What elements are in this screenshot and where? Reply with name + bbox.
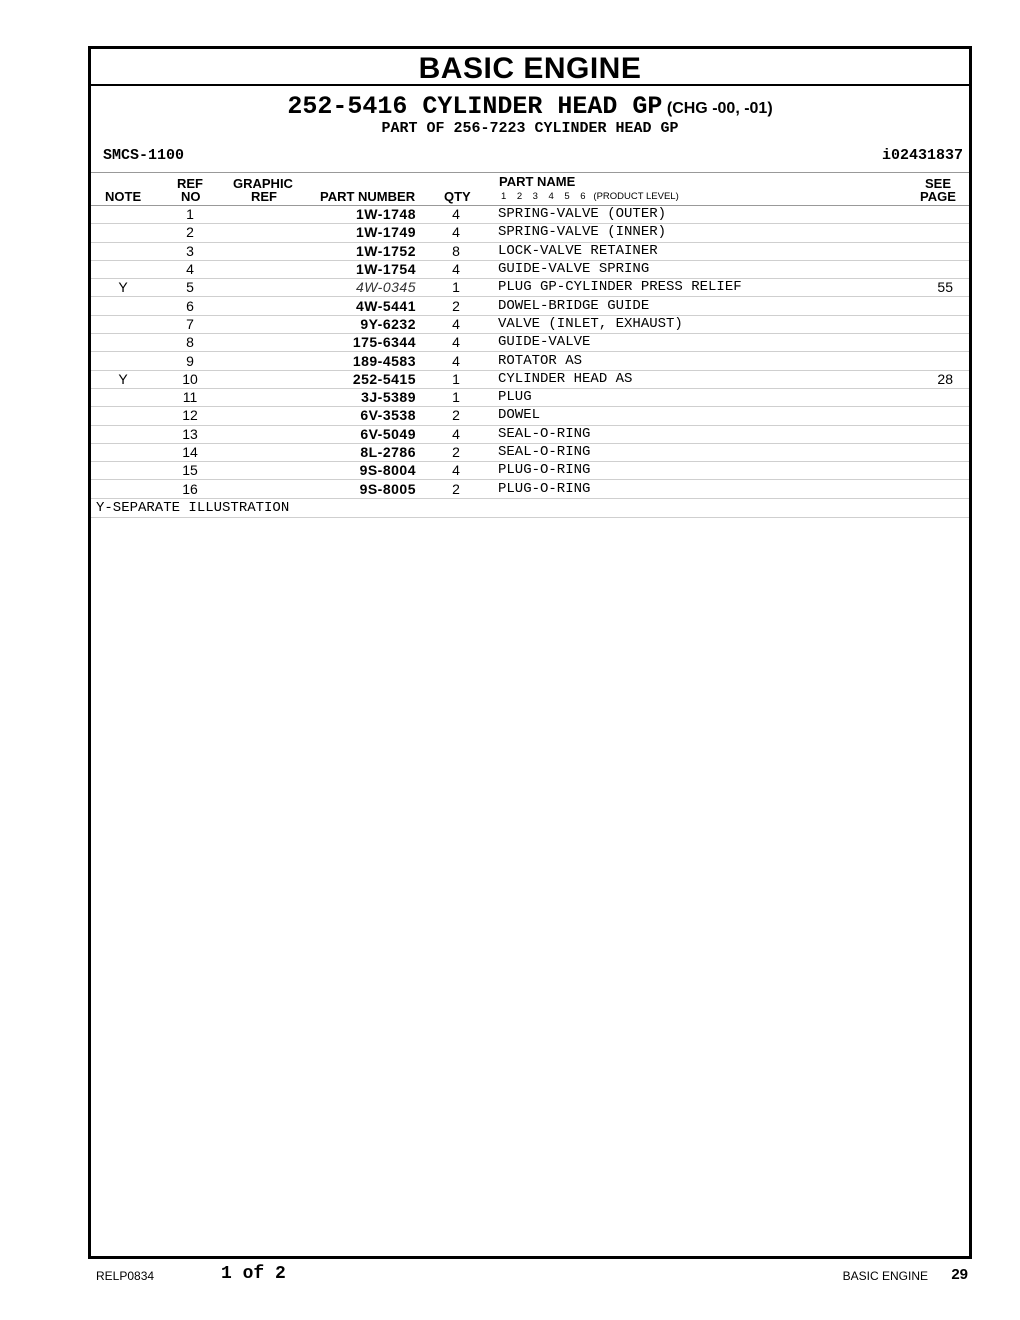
part-name-cell: SPRING-VALVE (INNER)	[496, 224, 878, 242]
page-number: 29	[951, 1266, 968, 1283]
note-cell	[91, 260, 155, 278]
see-page-cell	[878, 462, 969, 480]
ref-no-cell: 8	[155, 334, 225, 352]
graphic-ref-cell	[225, 480, 295, 498]
note-cell	[91, 315, 155, 333]
note-cell: Y	[91, 279, 155, 297]
see-page-cell	[878, 260, 969, 278]
part-number-cell: 1W-1754	[295, 260, 416, 278]
page-footer	[0, 1262, 1020, 1286]
illustration-id: i02431837	[881, 147, 963, 164]
group-title: 252-5416 CYLINDER HEAD GP	[287, 92, 663, 121]
part-number-cell: 9S-8005	[295, 480, 416, 498]
part-name-cell: DOWEL-BRIDGE GUIDE	[496, 297, 878, 315]
part-number-cell: 4W-5441	[295, 297, 416, 315]
table-row	[91, 425, 969, 443]
part-of-line: PART OF 256-7223 CYLINDER HEAD GP	[381, 120, 679, 137]
table-header	[91, 173, 969, 206]
ref-no-cell: 7	[155, 315, 225, 333]
group-heading	[91, 92, 969, 120]
qty-cell: 4	[416, 425, 496, 443]
part-name-cell: PLUG GP-CYLINDER PRESS RELIEF	[496, 279, 878, 297]
note-cell	[91, 425, 155, 443]
change-level: (CHG -00, -01)	[666, 100, 773, 117]
qty-cell: 4	[416, 260, 496, 278]
header-ref-top: REF	[177, 176, 203, 191]
table-row	[91, 297, 969, 315]
ref-no-cell: 16	[155, 480, 225, 498]
table-row	[91, 352, 969, 370]
table-row	[91, 315, 969, 333]
note-cell	[91, 224, 155, 242]
qty-cell: 1	[416, 388, 496, 406]
part-name-cell: PLUG	[496, 388, 878, 406]
table-row	[91, 480, 969, 498]
graphic-ref-cell	[225, 407, 295, 425]
see-page-cell: 28	[878, 370, 969, 388]
header-see-top: SEE	[925, 176, 952, 191]
page-of-indicator: 1 of 2	[221, 1264, 286, 1284]
see-page-cell: 55	[878, 279, 969, 297]
part-name-cell: VALVE (INLET, EXHAUST)	[496, 315, 878, 333]
ref-no-cell: 10	[155, 370, 225, 388]
part-name-cell: CYLINDER HEAD AS	[496, 370, 878, 388]
table-row	[91, 224, 969, 242]
part-number-cell: 252-5415	[295, 370, 416, 388]
header-graphic-bottom: REF	[251, 189, 277, 204]
ref-no-cell: 13	[155, 425, 225, 443]
graphic-ref-cell	[225, 279, 295, 297]
part-name-cell: SPRING-VALVE (OUTER)	[496, 206, 878, 224]
header-ref-bottom: NO	[181, 189, 201, 204]
graphic-ref-cell	[225, 352, 295, 370]
header-see-bottom: PAGE	[920, 189, 956, 204]
graphic-ref-cell	[225, 462, 295, 480]
ref-no-cell: 12	[155, 407, 225, 425]
part-number-cell: 175-6344	[295, 334, 416, 352]
table-row	[91, 443, 969, 461]
page-frame	[88, 46, 972, 1259]
qty-cell: 4	[416, 224, 496, 242]
ref-no-cell: 4	[155, 260, 225, 278]
see-page-cell	[878, 334, 969, 352]
see-page-cell	[878, 388, 969, 406]
graphic-ref-cell	[225, 425, 295, 443]
ref-no-cell: 1	[155, 206, 225, 224]
graphic-ref-cell	[225, 370, 295, 388]
see-page-cell	[878, 206, 969, 224]
table-row	[91, 242, 969, 260]
header-graphic-top: GRAPHIC	[233, 176, 293, 191]
part-number-cell: 1W-1748	[295, 206, 416, 224]
note-cell	[91, 242, 155, 260]
table-row	[91, 334, 969, 352]
note-cell	[91, 297, 155, 315]
qty-cell: 4	[416, 352, 496, 370]
table-row	[91, 407, 969, 425]
see-page-cell	[878, 242, 969, 260]
note-cell	[91, 206, 155, 224]
part-number-cell: 1W-1752	[295, 242, 416, 260]
table-row	[91, 260, 969, 278]
note-cell	[91, 334, 155, 352]
part-number-cell: 3J-5389	[295, 388, 416, 406]
ref-no-cell: 5	[155, 279, 225, 297]
part-name-cell: GUIDE-VALVE SPRING	[496, 260, 878, 278]
part-number-cell: 9Y-6232	[295, 315, 416, 333]
footnote: Y-SEPARATE ILLUSTRATION	[91, 499, 969, 518]
graphic-ref-cell	[225, 206, 295, 224]
document-id: RELP0834	[96, 1269, 155, 1283]
see-page-cell	[878, 352, 969, 370]
see-page-cell	[878, 224, 969, 242]
qty-cell: 1	[416, 370, 496, 388]
table-row	[91, 388, 969, 406]
qty-cell: 2	[416, 443, 496, 461]
part-number-cell: 9S-8004	[295, 462, 416, 480]
header-product-level: 1 2 3 4 5 6 (PRODUCT LEVEL)	[501, 191, 679, 202]
part-number-cell: 4W-0345	[295, 279, 416, 297]
ref-no-cell: 3	[155, 242, 225, 260]
graphic-ref-cell	[225, 334, 295, 352]
note-cell	[91, 388, 155, 406]
part-name-cell: LOCK-VALVE RETAINER	[496, 242, 878, 260]
part-number-cell: 189-4583	[295, 352, 416, 370]
smcs-row	[91, 146, 969, 173]
note-cell	[91, 443, 155, 461]
part-number-cell: 8L-2786	[295, 443, 416, 461]
see-page-cell	[878, 315, 969, 333]
ref-no-cell: 15	[155, 462, 225, 480]
qty-cell: 2	[416, 297, 496, 315]
page-title: BASIC ENGINE	[91, 49, 969, 86]
part-name-cell: SEAL-O-RING	[496, 443, 878, 461]
note-cell	[91, 352, 155, 370]
ref-no-cell: 9	[155, 352, 225, 370]
qty-cell: 4	[416, 315, 496, 333]
part-name-cell: ROTATOR AS	[496, 352, 878, 370]
ref-no-cell: 6	[155, 297, 225, 315]
qty-cell: 8	[416, 242, 496, 260]
part-name-cell: GUIDE-VALVE	[496, 334, 878, 352]
smcs-code: SMCS-1100	[103, 147, 185, 164]
note-cell	[91, 407, 155, 425]
section-name: BASIC ENGINE	[842, 1269, 928, 1283]
part-number-cell: 6V-5049	[295, 425, 416, 443]
table-row	[91, 370, 969, 388]
parts-table	[91, 206, 969, 499]
qty-cell: 4	[416, 206, 496, 224]
see-page-cell	[878, 297, 969, 315]
part-name-cell: SEAL-O-RING	[496, 425, 878, 443]
header-part-name: PART NAME	[499, 174, 576, 189]
header-part-number: PART NUMBER	[320, 189, 416, 204]
see-page-cell	[878, 425, 969, 443]
graphic-ref-cell	[225, 224, 295, 242]
graphic-ref-cell	[225, 260, 295, 278]
table-row	[91, 206, 969, 224]
graphic-ref-cell	[225, 297, 295, 315]
part-number-cell: 6V-3538	[295, 407, 416, 425]
note-cell	[91, 462, 155, 480]
part-name-cell: PLUG-O-RING	[496, 462, 878, 480]
header-note: NOTE	[105, 189, 142, 204]
ref-no-cell: 2	[155, 224, 225, 242]
see-page-cell	[878, 407, 969, 425]
qty-cell: 2	[416, 480, 496, 498]
part-name-cell: PLUG-O-RING	[496, 480, 878, 498]
graphic-ref-cell	[225, 315, 295, 333]
qty-cell: 4	[416, 462, 496, 480]
table-row	[91, 462, 969, 480]
table-row	[91, 279, 969, 297]
see-page-cell	[878, 443, 969, 461]
note-cell: Y	[91, 370, 155, 388]
graphic-ref-cell	[225, 388, 295, 406]
note-cell	[91, 480, 155, 498]
part-number-cell: 1W-1749	[295, 224, 416, 242]
graphic-ref-cell	[225, 443, 295, 461]
ref-no-cell: 11	[155, 388, 225, 406]
qty-cell: 4	[416, 334, 496, 352]
ref-no-cell: 14	[155, 443, 225, 461]
qty-cell: 2	[416, 407, 496, 425]
graphic-ref-cell	[225, 242, 295, 260]
header-qty: QTY	[444, 189, 471, 204]
part-name-cell: DOWEL	[496, 407, 878, 425]
qty-cell: 1	[416, 279, 496, 297]
see-page-cell	[878, 480, 969, 498]
